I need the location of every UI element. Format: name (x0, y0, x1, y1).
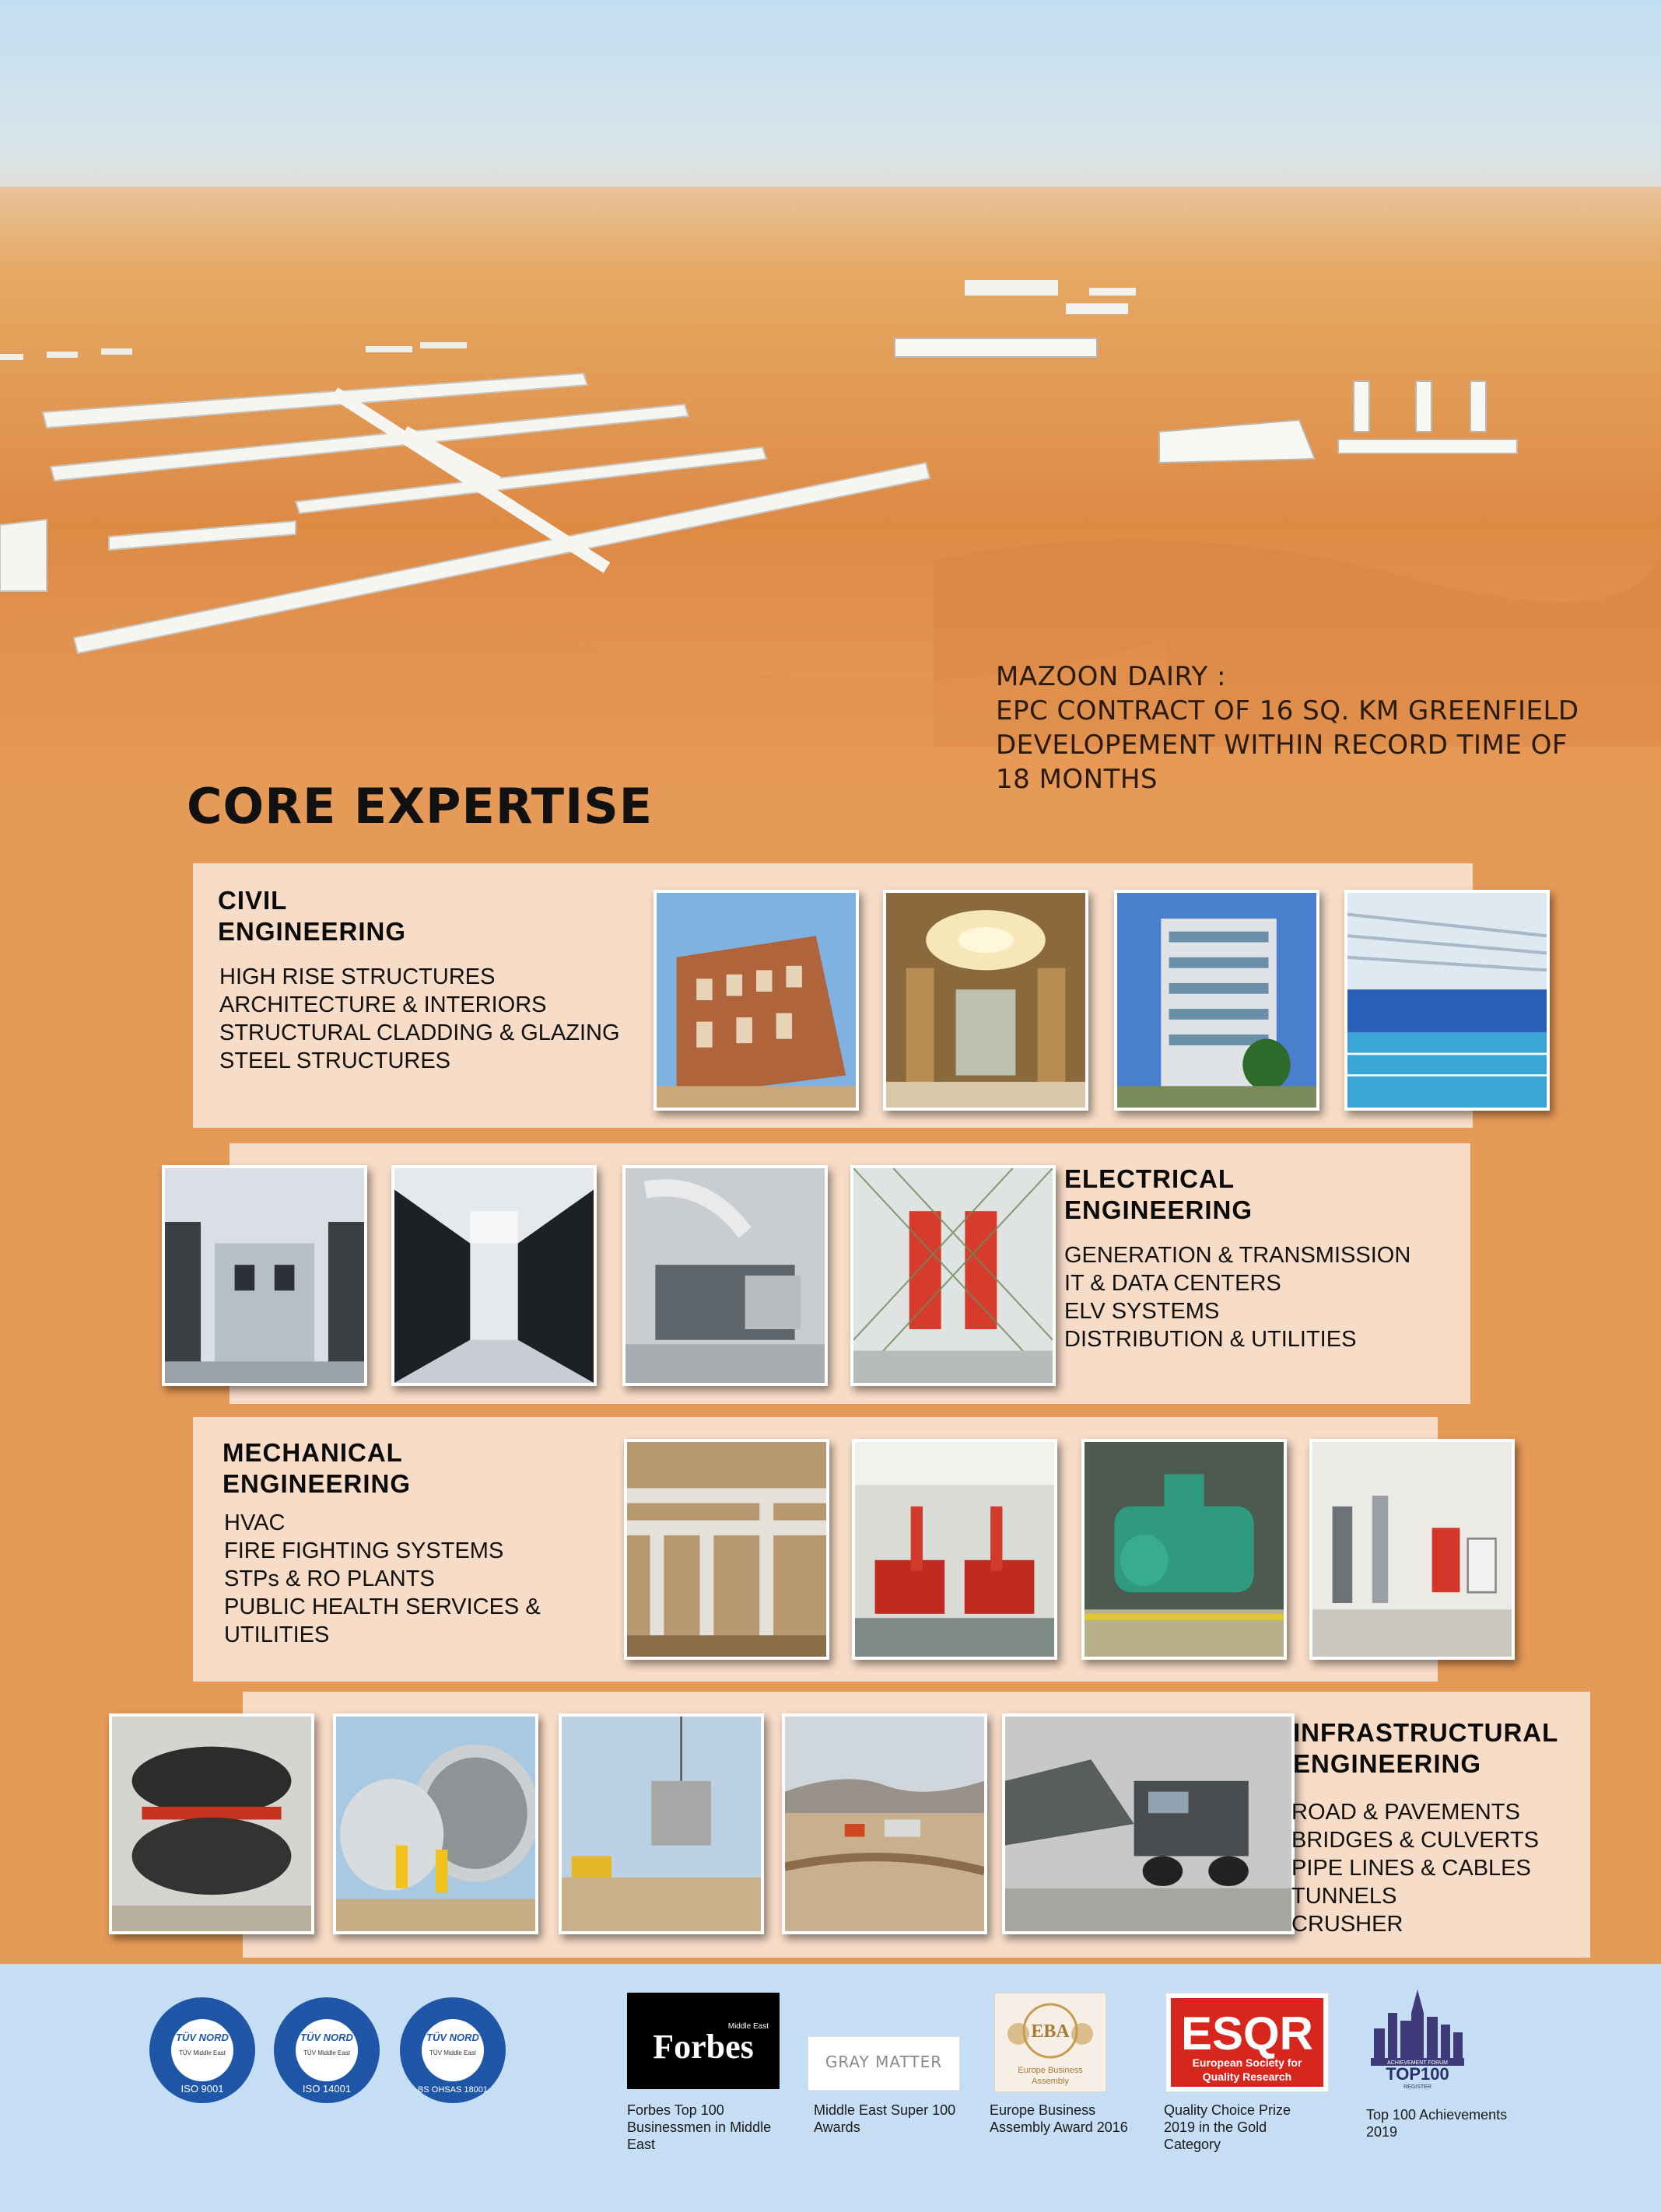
top100-logo-sub: REGISTER (1403, 2084, 1431, 2090)
title-line: ENGINEERING (218, 917, 407, 946)
forbes-logo-sub: Middle East (727, 2022, 769, 2031)
list-item: CRUSHER (1291, 1912, 1403, 1937)
graymatter-logo (808, 2036, 960, 2091)
title-line: CIVIL (218, 886, 288, 915)
list-item: ARCHITECTURE & INTERIORS (219, 992, 547, 1017)
caption-line: EPC CONTRACT OF 16 SQ. KM GREENFIELD (996, 695, 1579, 726)
caption-line: Awards (814, 2119, 860, 2135)
photo-pipe-fittings (109, 1713, 314, 1934)
hero-caption (996, 660, 1634, 796)
title-line: INFRASTRUCTURAL (1293, 1718, 1559, 1747)
photo-crusher-truck (1002, 1713, 1295, 1934)
eba-logo-text: EBA (1031, 2021, 1070, 2042)
photo-chiller (1081, 1439, 1287, 1660)
photo-atrium-interior (883, 890, 1088, 1111)
tuv-seal-ohsas18001 (398, 1996, 507, 2105)
list-item: STPs & RO PLANTS (224, 1566, 435, 1591)
caption-line: Assembly Award 2016 (990, 2119, 1128, 2135)
caption-line: 2019 in the Gold (1164, 2119, 1267, 2135)
photo-switchgear-room (162, 1165, 367, 1386)
list-item: PUBLIC HEALTH SERVICES & (224, 1594, 541, 1619)
forbes-logo (627, 1993, 780, 2089)
tuv-sub: TÜV Middle East (429, 2049, 477, 2056)
top100-logo (1366, 1982, 1469, 2091)
forbes-logo-text: Forbes (653, 2028, 754, 2066)
tuv-seal-iso9001 (148, 1996, 257, 2105)
eba-logo-sub: Europe Business (1018, 2066, 1083, 2075)
esqr-logo (1165, 1993, 1329, 2092)
list-item: GENERATION & TRANSMISSION (1064, 1243, 1411, 1268)
top100-logo-top: ACHIEVEMENT FORUM (1386, 2060, 1449, 2066)
graymatter-caption (814, 2102, 955, 2136)
photo-plant-room (1309, 1439, 1515, 1660)
top100-caption (1366, 2106, 1507, 2140)
list-item: BRIDGES & CULVERTS (1291, 1828, 1540, 1853)
title-line: ELECTRICAL (1064, 1164, 1235, 1193)
esqr-logo-text: ESQR (1180, 2007, 1314, 2060)
photo-transformer (850, 1165, 1056, 1386)
caption-line: Category (1164, 2137, 1221, 2152)
tuv-brand: TÜV NORD (426, 2032, 479, 2043)
caption-line: Middle East Super 100 (814, 2102, 956, 2118)
list-item: HIGH RISE STRUCTURES (219, 964, 496, 989)
top100-logo-text: TOP100 (1386, 2064, 1449, 2084)
photo-heritage-building (654, 890, 859, 1111)
list-item: ROAD & PAVEMENTS (1291, 1800, 1520, 1825)
caption-line: Quality Choice Prize (1164, 2102, 1291, 2118)
tuv-brand: TÜV NORD (176, 2032, 229, 2043)
photo-data-center (391, 1165, 597, 1386)
infrastructural-items (1291, 1798, 1539, 1938)
list-item: HVAC (224, 1510, 286, 1535)
eba-logo-sub: Assembly (1032, 2077, 1069, 2086)
caption-line: 2019 (1366, 2124, 1398, 2140)
civil-items (219, 963, 620, 1075)
photo-generator (622, 1165, 828, 1386)
tuv-sub: TÜV Middle East (303, 2049, 351, 2056)
esqr-caption (1164, 2102, 1291, 2153)
core-expertise-title: CORE EXPERTISE (187, 778, 654, 835)
forbes-caption (627, 2102, 771, 2153)
list-item: PIPE LINES & CABLES (1291, 1856, 1531, 1881)
title-line: ENGINEERING (223, 1469, 412, 1498)
caption-line: East (627, 2137, 656, 2152)
list-item: STRUCTURAL CLADDING & GLAZING (219, 1020, 620, 1045)
photo-office-tower (1114, 890, 1319, 1111)
esqr-logo-sub: Quality Research (1202, 2070, 1292, 2083)
electrical-items (1064, 1241, 1410, 1353)
civil-title (218, 885, 406, 947)
graymatter-logo-text: GRAY MATTER (825, 2053, 943, 2071)
caption-line: MAZOON DAIRY : (996, 661, 1226, 692)
tuv-sub: TÜV Middle East (178, 2049, 226, 2056)
caption-line: Businessmen in Middle (627, 2119, 772, 2135)
title-line: ENGINEERING (1064, 1195, 1253, 1224)
list-item: TUNNELS (1291, 1884, 1397, 1909)
caption-line: DEVELOPEMENT WITHIN RECORD TIME OF (996, 730, 1568, 761)
tuv-brand: TÜV NORD (300, 2032, 353, 2043)
eba-logo (994, 1993, 1106, 2092)
caption-line: Europe Business (990, 2102, 1096, 2118)
tuv-standard: ISO 9001 (180, 2083, 224, 2095)
photo-fire-pumps (852, 1439, 1057, 1660)
photo-swimming-pool (1344, 890, 1550, 1111)
tuv-standard: ISO 14001 (302, 2083, 352, 2095)
list-item: STEEL STRUCTURES (219, 1048, 451, 1073)
photo-road-construction (782, 1713, 987, 1934)
photo-culvert-crane (559, 1713, 764, 1934)
caption-line: 18 MONTHS (996, 764, 1158, 795)
list-item: DISTRIBUTION & UTILITIES (1064, 1327, 1357, 1352)
caption-line: Forbes Top 100 (627, 2102, 724, 2118)
mechanical-items (224, 1509, 541, 1649)
tuv-seal-iso14001 (272, 1996, 381, 2105)
infrastructural-title (1293, 1717, 1558, 1780)
caption-line: Top 100 Achievements (1366, 2107, 1508, 2123)
esqr-logo-sub: European Society for (1192, 2056, 1302, 2069)
title-line: MECHANICAL (223, 1438, 403, 1467)
photo-large-pipes (333, 1713, 538, 1934)
list-item: ELV SYSTEMS (1064, 1299, 1220, 1324)
title-line: ENGINEERING (1293, 1749, 1482, 1778)
electrical-title (1064, 1164, 1253, 1226)
photo-hvac-ducts (624, 1439, 829, 1660)
list-item: IT & DATA CENTERS (1064, 1271, 1281, 1296)
tuv-standard: BS OHSAS 18001 (418, 2085, 488, 2095)
mechanical-title (223, 1437, 411, 1500)
eba-caption (990, 2102, 1128, 2136)
list-item: FIRE FIGHTING SYSTEMS (224, 1538, 504, 1563)
list-item: UTILITIES (224, 1622, 330, 1647)
